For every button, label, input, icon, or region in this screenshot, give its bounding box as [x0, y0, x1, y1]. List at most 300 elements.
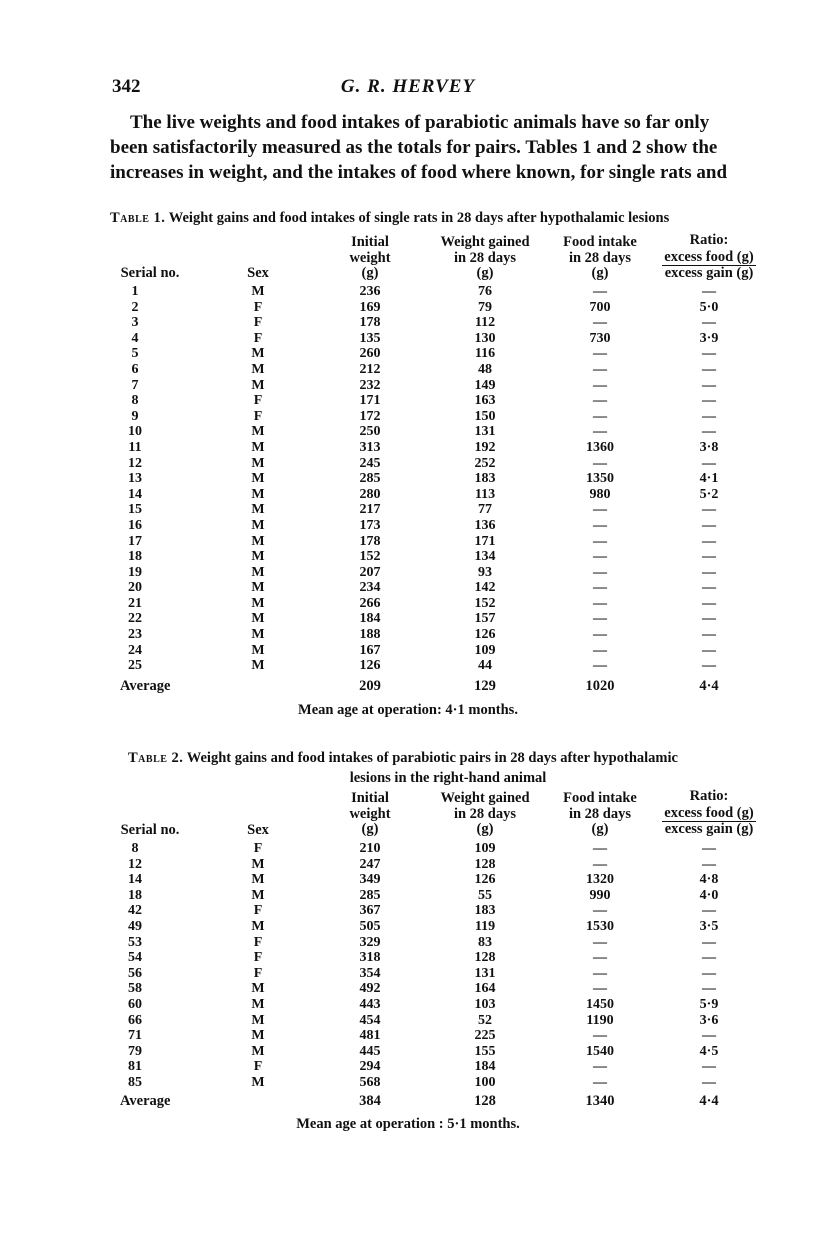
row-sex: M	[251, 502, 265, 518]
row-initial-weight: 481	[359, 1028, 381, 1044]
row-serial: 17	[128, 533, 142, 549]
row-initial-weight: 285	[359, 471, 381, 487]
row-ratio: —	[702, 1059, 716, 1075]
row-sex: M	[251, 377, 265, 393]
header-line: in 28 days	[453, 805, 517, 822]
row-weight-gain: 112	[474, 315, 496, 331]
table-row	[0, 534, 816, 550]
row-weight-gain: 184	[474, 1059, 496, 1075]
table-row	[0, 627, 816, 643]
average-food: 1020	[585, 678, 615, 694]
row-food-intake: 1450	[586, 996, 614, 1012]
row-serial: 18	[128, 549, 142, 565]
row-serial: 1	[131, 284, 139, 299]
row-weight-gain: 130	[474, 330, 496, 346]
row-sex: M	[251, 486, 265, 502]
row-sex: M	[251, 611, 265, 627]
row-initial-weight: 184	[359, 611, 381, 627]
row-weight-gain: 126	[474, 872, 496, 888]
row-initial-weight: 178	[359, 315, 381, 331]
row-sex: M	[251, 533, 265, 549]
row-initial-weight: 454	[359, 1012, 381, 1028]
row-serial: 49	[128, 918, 142, 934]
row-serial: 14	[128, 872, 142, 888]
row-sex: M	[251, 580, 265, 596]
row-food-intake: —	[593, 950, 607, 966]
table-row	[0, 997, 816, 1013]
header-line: excess gain (g)	[664, 821, 754, 837]
table1-header-gain	[432, 235, 538, 282]
row-food-intake: 700	[589, 299, 611, 315]
row-serial: 15	[128, 502, 142, 518]
header-line: Ratio:	[689, 232, 729, 248]
row-weight-gain: 109	[474, 841, 496, 856]
average-label: Average	[120, 1093, 171, 1109]
table-row	[0, 378, 816, 394]
row-initial-weight: 232	[359, 377, 381, 393]
header-line: in 28 days	[568, 805, 632, 822]
row-initial-weight: 354	[359, 965, 381, 981]
row-food-intake: —	[593, 841, 607, 856]
row-sex: M	[251, 918, 265, 934]
row-food-intake: —	[593, 361, 607, 377]
row-weight-gain: 136	[474, 517, 496, 533]
row-initial-weight: 443	[359, 996, 381, 1012]
row-serial: 6	[131, 361, 139, 377]
table-row	[0, 565, 816, 581]
row-weight-gain: 103	[474, 996, 496, 1012]
row-ratio: —	[702, 627, 716, 643]
row-serial: 20	[128, 580, 142, 596]
row-serial: 58	[128, 981, 142, 997]
row-sex: M	[251, 1012, 265, 1028]
row-sex: F	[253, 903, 263, 919]
row-weight-gain: 52	[478, 1012, 492, 1028]
row-initial-weight: 294	[359, 1059, 381, 1075]
row-weight-gain: 163	[474, 393, 496, 409]
table-row	[0, 1044, 816, 1060]
table2-header-initial	[332, 791, 408, 838]
row-sex: M	[251, 1074, 265, 1090]
row-ratio: —	[702, 455, 716, 471]
row-food-intake: —	[593, 580, 607, 596]
row-ratio: —	[702, 856, 716, 872]
row-sex: F	[253, 393, 263, 409]
row-sex: M	[251, 455, 265, 471]
header-line: (g)	[476, 265, 494, 281]
row-serial: 24	[128, 642, 142, 658]
row-sex: M	[251, 517, 265, 533]
row-sex: M	[251, 284, 265, 299]
row-weight-gain: 126	[474, 627, 496, 643]
row-ratio: —	[702, 580, 716, 596]
row-ratio: —	[702, 424, 716, 440]
table-row	[0, 919, 816, 935]
row-food-intake: —	[593, 346, 607, 362]
row-ratio: 4·0	[699, 887, 719, 903]
row-ratio: —	[702, 393, 716, 409]
row-sex: F	[253, 408, 263, 424]
table-row	[0, 502, 816, 518]
row-ratio: —	[702, 1028, 716, 1044]
row-food-intake: —	[593, 856, 607, 872]
row-food-intake: —	[593, 658, 607, 674]
row-ratio: 3·6	[699, 1012, 719, 1028]
table-row	[0, 1013, 816, 1029]
row-initial-weight: 245	[359, 455, 381, 471]
row-weight-gain: 79	[478, 299, 492, 315]
row-sex: F	[253, 299, 263, 315]
row-initial-weight: 135	[359, 330, 381, 346]
table2-footnote: Mean age at operation : 5·1 months.	[296, 1116, 520, 1132]
row-sex: M	[251, 856, 265, 872]
row-weight-gain: 77	[478, 502, 492, 518]
average-label: Average	[120, 678, 171, 694]
row-serial: 2	[131, 299, 139, 315]
row-serial: 25	[128, 658, 142, 674]
row-ratio: 3·5	[699, 918, 719, 934]
row-initial-weight: 266	[359, 595, 381, 611]
table2-label: Table 2.	[128, 750, 184, 766]
average-food: 1340	[585, 1093, 615, 1109]
header-line: (g)	[476, 821, 494, 837]
row-ratio: —	[702, 981, 716, 997]
row-serial: 53	[128, 934, 142, 950]
row-initial-weight: 210	[359, 841, 381, 856]
row-weight-gain: 44	[478, 658, 492, 674]
row-weight-gain: 225	[474, 1028, 496, 1044]
row-serial: 4	[131, 330, 139, 346]
row-ratio: —	[702, 361, 716, 377]
table2-caption-line2: lesions in the right-hand animal	[349, 770, 547, 786]
row-food-intake: 1530	[586, 918, 614, 934]
row-food-intake: —	[593, 533, 607, 549]
table-row	[0, 966, 816, 982]
row-ratio: —	[702, 903, 716, 919]
table-row	[0, 580, 816, 596]
row-food-intake: —	[593, 611, 607, 627]
row-initial-weight: 280	[359, 486, 381, 502]
row-sex: M	[251, 549, 265, 565]
row-ratio: 3·9	[699, 330, 719, 346]
row-food-intake: 1360	[586, 439, 614, 455]
row-serial: 42	[128, 903, 142, 919]
row-food-intake: 1190	[586, 1012, 614, 1028]
table-row	[0, 518, 816, 534]
table-row	[0, 300, 816, 316]
row-serial: 54	[128, 950, 142, 966]
row-food-intake: 1320	[586, 872, 614, 888]
row-serial: 56	[128, 965, 142, 981]
row-food-intake: —	[593, 517, 607, 533]
average-gain: 128	[474, 1093, 496, 1109]
row-food-intake: —	[593, 377, 607, 393]
row-serial: 79	[128, 1043, 142, 1059]
table-row	[0, 471, 816, 487]
row-initial-weight: 247	[359, 856, 381, 872]
row-ratio: —	[702, 950, 716, 966]
table-row	[0, 872, 816, 888]
row-serial: 21	[128, 595, 142, 611]
table-row	[0, 658, 816, 674]
row-serial: 14	[128, 486, 142, 502]
header-line: in 28 days	[568, 249, 632, 266]
row-weight-gain: 150	[474, 408, 496, 424]
header-line: Food intake	[563, 234, 637, 250]
row-ratio: 4·8	[699, 872, 719, 888]
row-food-intake: —	[593, 627, 607, 643]
row-weight-gain: 93	[478, 564, 492, 580]
row-initial-weight: 349	[359, 872, 381, 888]
row-initial-weight: 152	[359, 549, 381, 565]
row-sex: M	[251, 1028, 265, 1044]
row-weight-gain: 192	[474, 439, 496, 455]
row-sex: M	[251, 471, 265, 487]
header-line: Food intake	[563, 790, 637, 806]
row-weight-gain: 116	[474, 346, 496, 362]
row-sex: M	[251, 872, 265, 888]
row-food-intake: —	[593, 315, 607, 331]
row-initial-weight: 167	[359, 642, 381, 658]
table-row	[0, 362, 816, 378]
row-ratio: 5·0	[699, 299, 719, 315]
table-row	[0, 888, 816, 904]
ratio-numerator: excess food (g)	[664, 248, 754, 265]
table-row	[0, 981, 816, 997]
table-row	[0, 611, 816, 627]
table2-header-gain	[432, 791, 538, 838]
table1-header-food	[554, 235, 646, 282]
row-serial: 12	[128, 455, 142, 471]
row-initial-weight: 172	[359, 408, 381, 424]
table2-header-serial: Serial no.	[120, 822, 180, 838]
row-serial: 16	[128, 517, 142, 533]
row-ratio: —	[702, 934, 716, 950]
row-serial: 11	[128, 439, 142, 455]
table2-caption-text: Weight gains and food intakes of parabiotic pairs in 28 days after hypothalamic	[186, 750, 678, 766]
row-ratio: —	[702, 517, 716, 533]
row-weight-gain: 131	[474, 424, 496, 440]
row-food-intake: —	[593, 934, 607, 950]
table-row	[0, 487, 816, 503]
row-sex: M	[251, 595, 265, 611]
row-food-intake: —	[593, 502, 607, 518]
header-line	[652, 806, 766, 822]
row-food-intake: —	[593, 549, 607, 565]
row-food-intake: —	[593, 595, 607, 611]
row-sex: M	[251, 642, 265, 658]
table-row	[0, 857, 816, 873]
table-row	[0, 596, 816, 612]
row-food-intake: —	[593, 903, 607, 919]
row-weight-gain: 76	[478, 284, 492, 299]
row-food-intake: —	[593, 393, 607, 409]
row-ratio: 5·9	[699, 996, 719, 1012]
row-sex: F	[253, 965, 263, 981]
row-serial: 85	[128, 1074, 142, 1090]
row-serial: 71	[128, 1028, 142, 1044]
row-initial-weight: 126	[359, 658, 381, 674]
ratio-numerator: excess food (g)	[664, 804, 754, 821]
table-row	[0, 456, 816, 472]
row-ratio: —	[702, 533, 716, 549]
row-weight-gain: 55	[478, 887, 492, 903]
running-head-author: G. R. HERVEY	[340, 76, 476, 97]
row-food-intake: —	[593, 455, 607, 471]
row-serial: 18	[128, 887, 142, 903]
row-ratio: —	[702, 611, 716, 627]
row-weight-gain: 183	[474, 471, 496, 487]
row-ratio: —	[702, 346, 716, 362]
row-food-intake: —	[593, 981, 607, 997]
header-line: weight	[349, 805, 391, 822]
table-row	[0, 1059, 816, 1075]
table1-footnote: Mean age at operation: 4·1 months.	[298, 702, 518, 718]
table-row	[0, 393, 816, 409]
row-ratio: 4·1	[699, 471, 719, 487]
row-initial-weight: 173	[359, 517, 381, 533]
row-initial-weight: 318	[359, 950, 381, 966]
table1-header-ratio	[652, 233, 766, 282]
header-line: in 28 days	[453, 249, 517, 266]
row-serial: 66	[128, 1012, 142, 1028]
table2-caption	[128, 748, 768, 788]
table1-header-sex: Sex	[247, 265, 269, 281]
row-sex: M	[251, 627, 265, 643]
row-weight-gain: 48	[478, 361, 492, 377]
row-food-intake: —	[593, 284, 607, 299]
row-food-intake: 730	[589, 330, 611, 346]
row-food-intake: —	[593, 424, 607, 440]
row-ratio: 3·8	[699, 439, 719, 455]
table-row	[0, 643, 816, 659]
table-row	[0, 346, 816, 362]
header-line: (g)	[591, 265, 609, 281]
row-weight-gain: 142	[474, 580, 496, 596]
row-initial-weight: 505	[359, 918, 381, 934]
row-initial-weight: 217	[359, 502, 381, 518]
row-weight-gain: 252	[474, 455, 496, 471]
row-weight-gain: 109	[474, 642, 496, 658]
row-initial-weight: 171	[359, 393, 381, 409]
row-serial: 22	[128, 611, 142, 627]
table-row	[0, 315, 816, 331]
header-line: Initial	[351, 790, 389, 806]
row-serial: 8	[131, 841, 139, 856]
row-weight-gain: 128	[474, 950, 496, 966]
row-food-intake: 1540	[586, 1043, 614, 1059]
table2-header-sex: Sex	[247, 822, 269, 838]
row-weight-gain: 100	[474, 1074, 496, 1090]
header-line: Weight gained	[440, 790, 530, 806]
row-initial-weight: 250	[359, 424, 381, 440]
average-ratio: 4·4	[699, 1093, 719, 1109]
row-initial-weight: 329	[359, 934, 381, 950]
row-ratio: —	[702, 315, 716, 331]
row-serial: 3	[131, 315, 139, 331]
row-serial: 81	[128, 1059, 142, 1075]
row-initial-weight: 568	[359, 1074, 381, 1090]
table1-caption	[110, 208, 770, 228]
table-row	[0, 549, 816, 565]
row-sex: M	[251, 887, 265, 903]
row-ratio: —	[702, 549, 716, 565]
table2-body	[0, 841, 816, 1091]
row-initial-weight: 212	[359, 361, 381, 377]
row-sex: F	[253, 315, 263, 331]
table-row	[0, 331, 816, 347]
row-serial: 12	[128, 856, 142, 872]
row-ratio: —	[702, 408, 716, 424]
intro-line: increases in weight, and the intakes of food where known, for single rats and	[110, 162, 728, 183]
intro-paragraph	[110, 110, 765, 185]
row-sex: M	[251, 424, 265, 440]
table1-body	[0, 284, 816, 674]
row-initial-weight: 236	[359, 284, 381, 299]
table-row	[0, 440, 816, 456]
row-initial-weight: 188	[359, 627, 381, 643]
row-ratio: —	[702, 377, 716, 393]
row-food-intake: 980	[589, 486, 611, 502]
average-ratio: 4·4	[699, 678, 719, 694]
row-serial: 9	[131, 408, 139, 424]
row-ratio: 5·2	[699, 486, 719, 502]
row-food-intake: —	[593, 642, 607, 658]
row-ratio: —	[702, 658, 716, 674]
table-row	[0, 903, 816, 919]
header-line: excess gain (g)	[664, 265, 754, 281]
header-line: weight	[349, 249, 391, 266]
row-sex: M	[251, 1043, 265, 1059]
row-sex: M	[251, 996, 265, 1012]
header-line	[652, 250, 766, 266]
header-line: (g)	[591, 821, 609, 837]
header-line: (g)	[361, 821, 379, 837]
average-initial: 384	[359, 1093, 381, 1109]
table-row	[0, 841, 816, 857]
table-row	[0, 409, 816, 425]
row-initial-weight: 260	[359, 346, 381, 362]
row-food-intake: —	[593, 1074, 607, 1090]
row-initial-weight: 492	[359, 981, 381, 997]
row-weight-gain: 83	[478, 934, 492, 950]
row-ratio: —	[702, 1074, 716, 1090]
row-serial: 10	[128, 424, 142, 440]
row-food-intake: —	[593, 408, 607, 424]
row-ratio: —	[702, 841, 716, 856]
header-line: Weight gained	[440, 234, 530, 250]
row-ratio: 4·5	[699, 1043, 719, 1059]
row-weight-gain: 183	[474, 903, 496, 919]
row-weight-gain: 128	[474, 856, 496, 872]
row-weight-gain: 155	[474, 1043, 496, 1059]
row-weight-gain: 134	[474, 549, 496, 565]
row-sex: M	[251, 346, 265, 362]
row-initial-weight: 285	[359, 887, 381, 903]
table-row	[0, 424, 816, 440]
row-initial-weight: 234	[359, 580, 381, 596]
page-number: 342	[112, 76, 141, 97]
row-sex: F	[253, 330, 263, 346]
row-sex: M	[251, 981, 265, 997]
row-initial-weight: 313	[359, 439, 381, 455]
row-sex: M	[251, 361, 265, 377]
table-row	[0, 935, 816, 951]
row-weight-gain: 149	[474, 377, 496, 393]
row-initial-weight: 367	[359, 903, 381, 919]
row-serial: 8	[131, 393, 139, 409]
intro-line: been satisfactorily measured as the totals for pairs. Tables 1 and 2 show the	[110, 137, 718, 158]
